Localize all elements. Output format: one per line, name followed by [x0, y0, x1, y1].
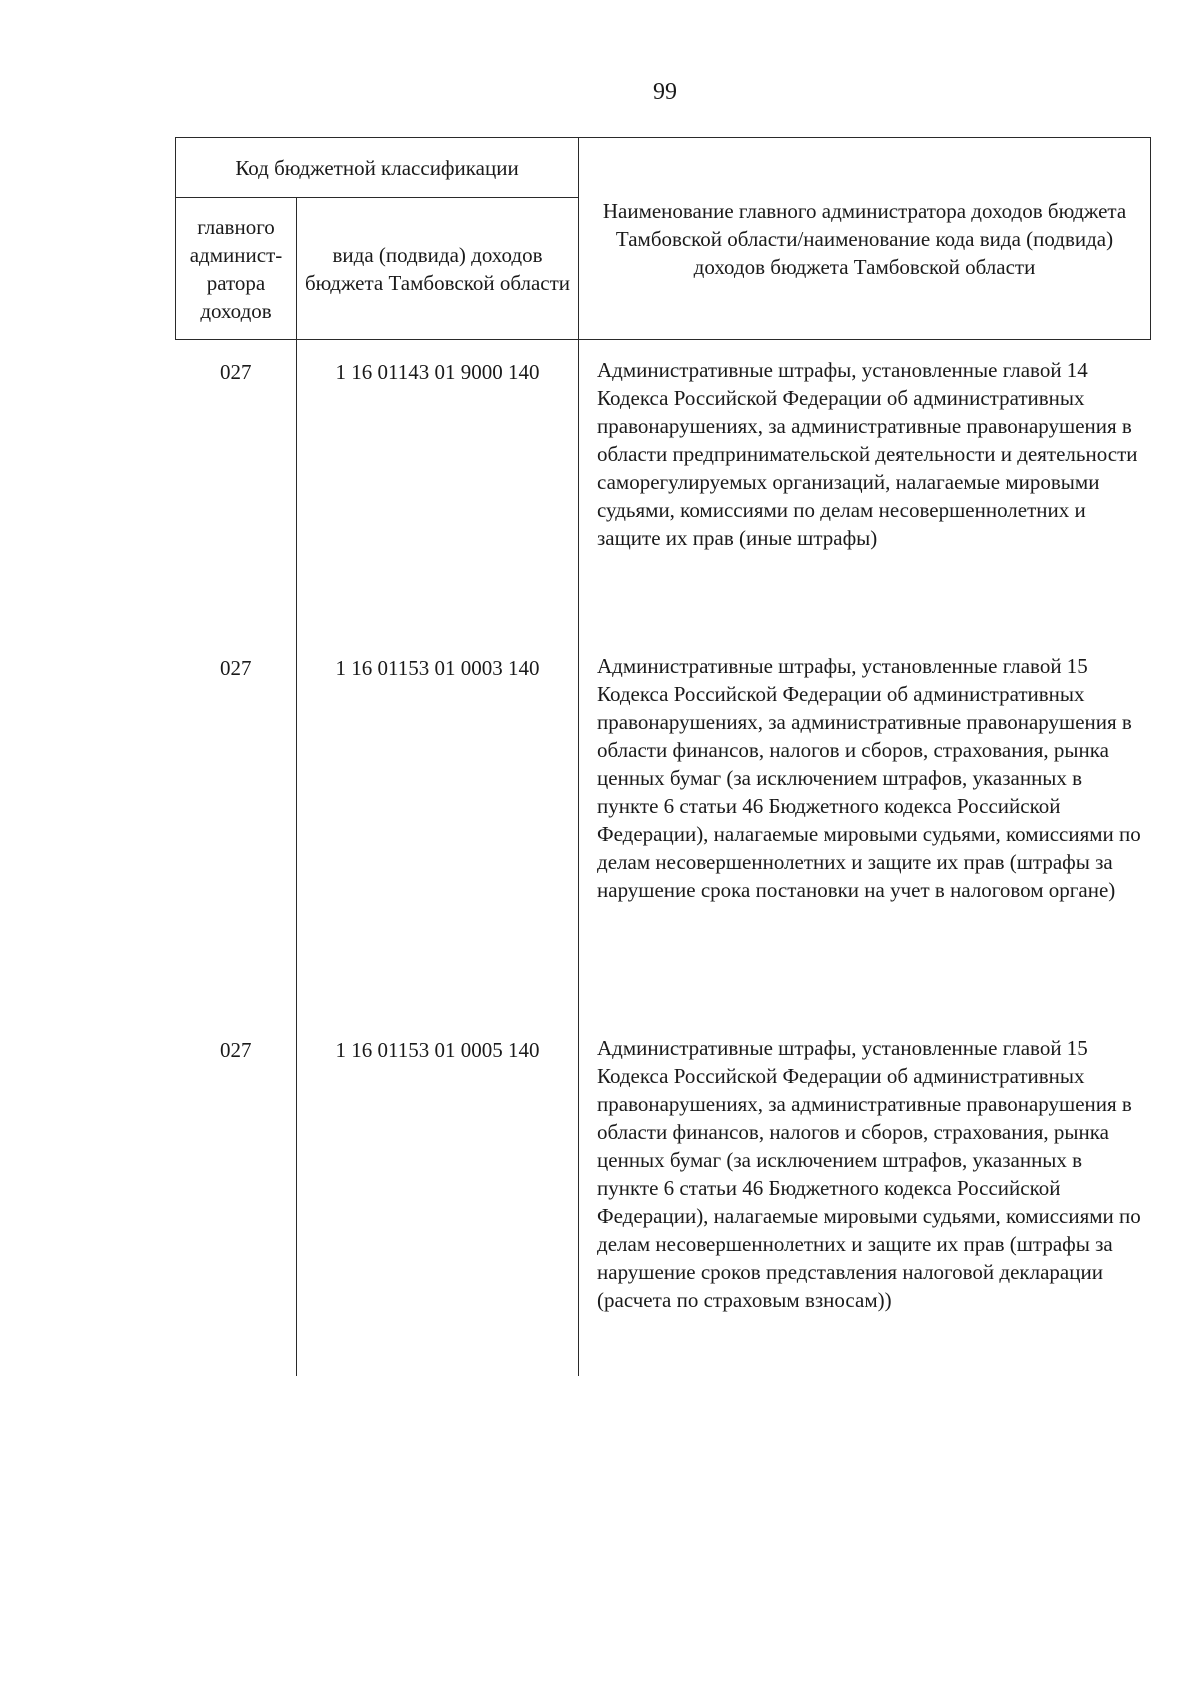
admin-code-cell: 027: [220, 360, 252, 384]
income-code-cell: 1 16 01153 01 0005 140: [297, 1018, 579, 1376]
header-income-kind: вида (подвида) доходов бюджета Тамбовской области: [297, 198, 579, 340]
header-administrator-name: Наименование главного администратора доходов бюджета Тамбовской области/наименование кода вида (подвида) доходов бюджета Тамбовской области: [579, 138, 1151, 340]
table-row: [176, 340, 1151, 637]
budget-classification-table: [175, 137, 1151, 1376]
income-code-cell: 1 16 01153 01 0003 140: [297, 636, 579, 1018]
admin-code-cell: 027: [220, 656, 252, 680]
header-budget-classification-code: Код бюджетной классификации: [176, 138, 579, 198]
header-main-administrator: главного админист-ратора доходов: [176, 198, 297, 340]
page-number: 99: [653, 79, 677, 105]
income-code-cell: 1 16 01143 01 9000 140: [297, 340, 579, 637]
income-name-cell: Административные штрафы, установленные главой 15 Кодекса Российской Федерации об административных правонарушениях, за административные правонарушения в области финансов, налогов и сборов, страхования, рынка ценных бумаг (за исключением штрафов, указанных в пункте 6 статьи 46 Бюджетного кодекса Российской Федерации), налагаемые мировыми судьями, комиссиями по делам несовершеннолетних и защите их прав (штрафы за нарушение сроков представления налоговой декларации (расчета по страховым взносам)): [579, 1018, 1151, 1376]
table-header: [176, 138, 1151, 340]
table-body: [176, 340, 1151, 1377]
table-row: [176, 1018, 1151, 1376]
admin-code-cell: 027: [220, 1038, 252, 1062]
income-name-cell: Административные штрафы, установленные главой 14 Кодекса Российской Федерации об административных правонарушениях, за административные правонарушения в области предпринимательской деятельности и деятельности саморегулируемых организаций, налагаемые мировыми судьями, комиссиями по делам несовершеннолетних и защите их прав (иные штрафы): [579, 340, 1151, 637]
income-name-cell: Административные штрафы, установленные главой 15 Кодекса Российской Федерации об административных правонарушениях, за административные правонарушения в области финансов, налогов и сборов, страхования, рынка ценных бумаг (за исключением штрафов, указанных в пункте 6 статьи 46 Бюджетного кодекса Российской Федерации), налагаемые мировыми судьями, комиссиями по делам несовершеннолетних и защите их прав (штрафы за нарушение срока постановки на учет в налоговом органе): [579, 636, 1151, 1018]
table-row: [176, 636, 1151, 1018]
